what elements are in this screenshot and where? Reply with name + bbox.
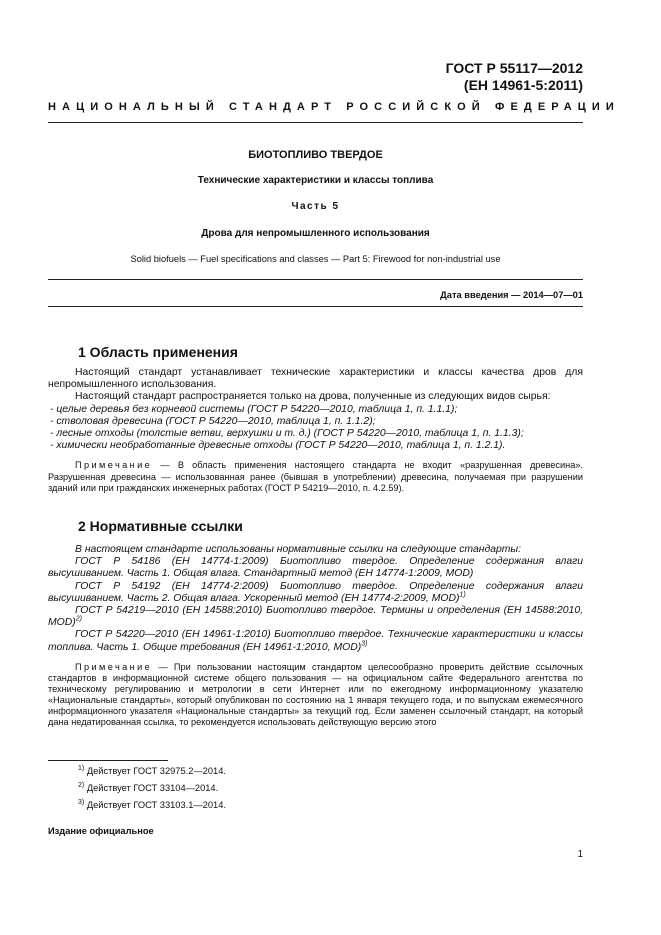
footnote: $^{2)}$ Действует ГОСТ 33104—2014.	[78, 781, 219, 793]
footnote: $^{1)}$ Действует ГОСТ 32975.2—2014.	[78, 764, 226, 776]
references-intro: В настоящем стандарте использованы нормативные ссылки на следующие стандарты:	[75, 544, 521, 555]
part-label: Часть 5	[291, 201, 340, 212]
english-title: Solid biofuels — Fuel specifications and classes — Part 5: Firewood for non-industrial use	[130, 254, 501, 264]
list-item: - лесные отходы (толстые ветви, верхушки и т. д.) (ГОСТ Р 54220—2010, таблица 1, п. 1.1.3);	[50, 428, 524, 440]
page-number: 1	[577, 849, 583, 860]
reference-item: ГОСТ Р 54186 (ЕН 14774-1:2009) Биотопливо твердое. Определение содержания влаги высушиванием. Часть 1. Общая влага. Стандартный метод (ЕН 14774-1:2009, MOD)	[48, 556, 583, 580]
title-divider	[48, 279, 583, 280]
document-title: БИОТОПЛИВО ТВЕРДОЕ	[248, 149, 383, 161]
note-label: Примечание	[75, 661, 153, 672]
gost-number: ГОСТ Р 55117—2012	[445, 60, 583, 76]
date-divider	[48, 306, 583, 307]
header-divider	[48, 122, 583, 123]
footnote-ref: 3)	[361, 640, 368, 648]
reference-item: ГОСТ Р 54219—2010 (ЕН 14588:2010) Биотопливо твердое. Термины и определения (ЕН 14588:2010, MOD)$^{2)}$	[48, 605, 583, 629]
list-item: - химически необработанные древесные отходы (ГОСТ Р 54220—2010, таблица 1, п. 1.2.1).	[50, 440, 506, 452]
national-standard-banner: НАЦИОНАЛЬНЫЙ СТАНДАРТ РОССИЙСКОЙ ФЕДЕРАЦИИ	[48, 101, 620, 113]
list-item: - стволовая древесина (ГОСТ Р 54220—2010, таблица 1, п. 1.1.2);	[50, 415, 376, 427]
section-1-heading: 1 Область применения	[78, 344, 238, 360]
section-1-note	[48, 460, 583, 493]
footnote-ref: 2)	[75, 615, 82, 623]
footnote-ref: 1)	[459, 591, 466, 599]
note-text: — При пользовании настоящим стандартом целесообразно проверить действие ссылочных стандартов в информационной системе общего пользования — на официальном сайте Федерального агентства по техническому регулированию и метрологии в сети Интернет или по ежегодному информационному указателю «Национальные стандарты», который опубликован по состоянию на 1 января текущего года, и по выпускам ежемесячного информационного указателя «Национальные стандарты» за текущий год. Если заменен ссылочный стандарт, на который дана недатированная ссылка, то рекомендуется использовать действующую версию этого	[48, 661, 583, 728]
note-text: — В область применения настоящего стандарта не входит «разрушенная древесина». Разрушенная древесина — использованная ранее (бывшая в употреблении) древесина, получаемая при разрушении зданий или при гражданских инженерных работах (ГОСТ Р 54219—2010, п. 4.2.59).	[48, 460, 583, 493]
section-2-heading: 2 Нормативные ссылки	[78, 518, 243, 534]
footnote-divider	[48, 760, 168, 761]
note-label: Примечание	[75, 460, 153, 471]
list-item: - целые деревья без корневой системы (ГОСТ Р 54220—2010, таблица 1, п. 1.1.1);	[50, 403, 458, 415]
raw-materials-paragraph: Настоящий стандарт распространяется только на дрова, полученные из следующих видов сырья:	[75, 391, 551, 403]
footnote: $^{3)}$ Действует ГОСТ 33103.1—2014.	[78, 798, 226, 810]
reference-item: ГОСТ Р 54192 (ЕН 14774-2:2009) Биотопливо твердое. Определение содержания влаги высушиванием. Часть 2. Общая влага. Ускоренный метод (ЕН 14774-2:2009, MOD)$^{1)}$	[48, 580, 583, 604]
document-subtitle: Технические характеристики и классы топлива	[197, 175, 434, 186]
scope-paragraph: Настоящий стандарт устанавливает технические характеристики и классы качества дров для непромышленного использования.	[48, 367, 583, 391]
section-2-body	[48, 544, 583, 728]
reference-item: ГОСТ Р 54220—2010 (ЕН 14961-1:2010) Биотопливо твердое. Технические характеристики и классы топлива. Часть 1. Общие требования (ЕН 14961-1:2010, MOD)$^{3)}$	[48, 629, 583, 653]
introduction-date: Дата введения — 2014—07—01	[440, 290, 583, 300]
en-number: (ЕН 14961-5:2011)	[463, 77, 583, 93]
section-2-note	[48, 662, 583, 729]
official-edition-label: Издание официальное	[48, 826, 154, 836]
section-1-body	[48, 367, 583, 494]
part-title: Дрова для непромышленного использования	[201, 228, 430, 239]
